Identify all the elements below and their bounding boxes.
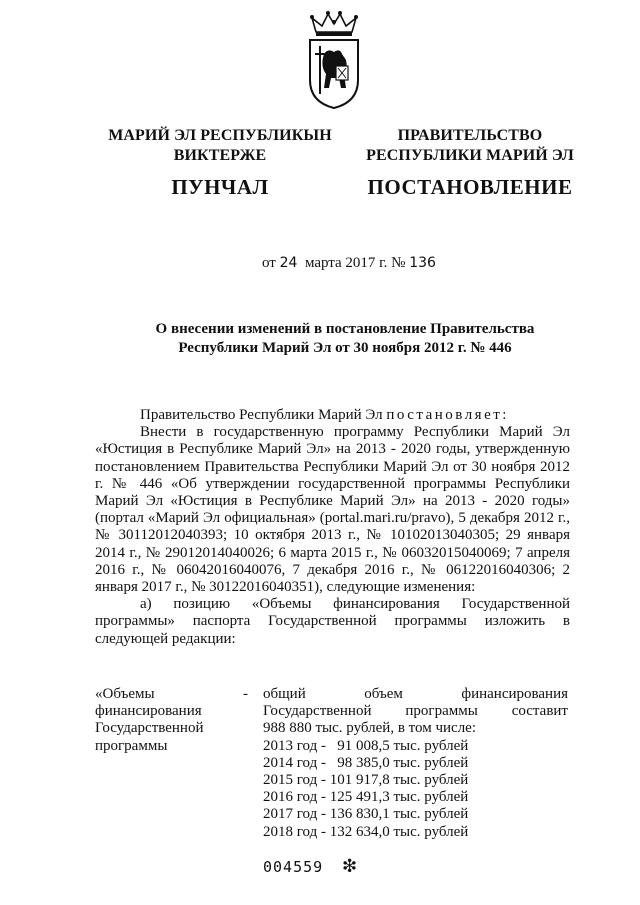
funding-total-line: 988 880 тыс. рублей, в том числе: [263,720,477,737]
date-prefix: от [262,255,276,271]
funding-rows [263,738,568,841]
funding-row: 2018 год - 132 634,0 тыс. рублей [263,823,469,840]
serial-number: 004559 [263,858,324,876]
left-doc-type: ПУНЧАЛ [171,175,269,199]
funding-row: 2014 год - 98 385,0 тыс. рублей [263,754,469,771]
left-org-name: МАРИЙ ЭЛ РЕСПУБЛИКЫН ВИКТЕРЖЕ [108,127,332,164]
funding-row: 2015 год - 101 917,8 тыс. рублей [263,772,469,789]
date-month-year: марта 2017 г. № [304,255,406,271]
date-day: 24 [279,255,298,271]
document-number: 136 [409,255,436,271]
paragraph-2: а) позицию «Объемы финансирования Государственной программы» паспорта Государственной программы изложить в следующей редакции: [95,596,570,647]
funding-row: 2013 год - 91 008,5 тыс. рублей [263,737,469,754]
header-left [95,126,345,200]
document-subject: О внесении изменений в постановление Правительства Республики Марий Эл от 30 ноября 2012 г. № 446 [155,321,535,356]
right-doc-type: ПОСТАНОВЛЕНИЕ [367,175,573,199]
header-right [355,126,585,200]
funding-total-text: общий объем финансирования Государственной программы составит [263,686,568,720]
paragraph-1: Внести в государственную программу Республики Марий Эл «Юстиция в Республике Марий Эл» на 2013 - 2020 годы, утвержденную постановлением Правительства Республики Марий Эл от 30 ноября 2012 г. № 446 «Об утверждении государственной программы Республики Марий Эл «Юстиция в Республике Марий Эл» на 2013 - 2020 годы» (портал «Марий Эл официальная» (portal.mari.ru/pravo), 5 декабря 2012 г., № 30112012040393; 10 октября 2013 г., № 10102013040305; 29 января 2014 г., № 29012014040026; 6 марта 2015 г., № 06032015040069; 7 апреля 2016 г., № 06042016040076, 7 декабря 2016 г., № 06122016040306; 2 января 2017 г., № 30122016040351), следующие изменения: [95,424,570,596]
funding-label: «Объемы финансирования Государственной программы [95,686,204,754]
asterisk-mark-icon: ❇ [342,856,358,877]
date-line [262,255,436,272]
funding-dash: - [243,686,248,702]
right-org-name: ПРАВИТЕЛЬСТВО РЕСПУБЛИКИ МАРИЙ ЭЛ [366,127,574,164]
intro-prefix: Правительство Республики Марий Эл [140,407,387,423]
document-body [95,407,570,648]
intro-line [95,407,570,424]
funding-row: 2016 год - 125 491,3 тыс. рублей [263,789,469,806]
funding-details [263,686,568,841]
funding-row: 2017 год - 136 830,1 тыс. рублей [263,806,469,823]
intro-spaced: постановляет: [386,407,509,423]
coat-of-arms-icon [302,10,366,110]
